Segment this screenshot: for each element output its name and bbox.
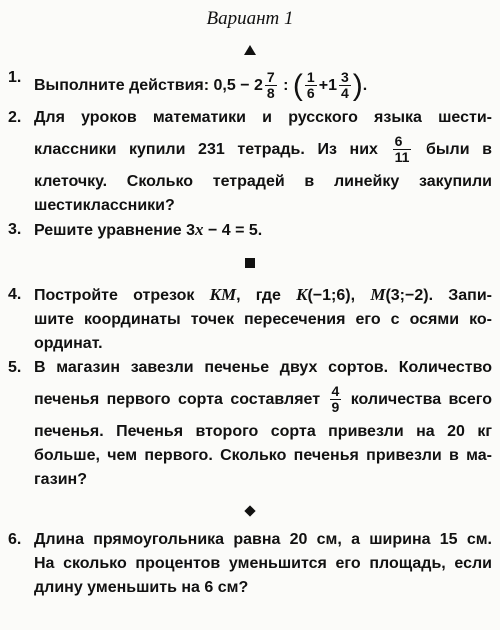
task-5-line-4: больше, чем первого. Сколько печенья привезли в ма- bbox=[34, 447, 492, 464]
task-number: 6. bbox=[8, 531, 22, 548]
task-number: 3. bbox=[8, 221, 22, 238]
task-4-line-3: ординат. bbox=[34, 335, 103, 352]
mixed-whole: 2 bbox=[253, 77, 263, 94]
variant-title: Вариант 1 bbox=[206, 8, 294, 29]
task-6-line-3: длину уменьшить на 6 см? bbox=[34, 579, 249, 596]
task-5-line-2: печенья первого сорта составляет $\frac{4}{9}$ количества всего bbox=[34, 383, 493, 416]
task-3: 3. Решите уравнение 3x − 4 = 5. bbox=[8, 218, 492, 243]
triangle-marker-icon bbox=[8, 40, 492, 62]
task-2-line-3: клеточку. Сколько тетрадей в линейку закупили bbox=[34, 173, 492, 190]
task-6 bbox=[8, 528, 492, 600]
task-number: 4. bbox=[8, 286, 22, 303]
fraction-6-11: $\frac{6}{11}$ bbox=[394, 133, 410, 166]
task-number: 1. bbox=[8, 69, 22, 86]
left-paren: ( bbox=[292, 68, 303, 102]
fraction-3-4: $\frac{3}{4}$ bbox=[340, 69, 349, 102]
fraction-7-8: $\frac{7}{8}$ bbox=[266, 69, 275, 102]
task-1: 1. Выполните действия: 0,5 − 2 $\frac{7}{8}$ : ( $\frac{1}{6}$ +1 $\frac{3}{4}$ ). bbox=[8, 66, 492, 106]
fraction-1-6: $\frac{1}{6}$ bbox=[306, 69, 315, 102]
worksheet bbox=[0, 8, 500, 630]
task-5-line-3: печенья. Печенья второго сорта привезли на 20 кг bbox=[34, 423, 492, 440]
task-4-line-2: шите координаты точек пересечения его с осями ко- bbox=[34, 311, 492, 328]
task-number: 5. bbox=[8, 359, 22, 376]
task-6-line-1: Длина прямоугольника равна 20 см, а ширина 15 см. bbox=[34, 531, 492, 548]
task-2-line-1: Для уроков математики и русского языка шести- bbox=[34, 109, 492, 126]
task-5-line-5: газин? bbox=[34, 471, 87, 488]
task-5-line-1: В магазин завезли печенье двух сортов. Количество bbox=[34, 359, 492, 376]
colon-sign: : bbox=[283, 77, 289, 94]
task-number: 2. bbox=[8, 109, 22, 126]
task-1-text: Выполните действия: 0,5 − bbox=[34, 77, 254, 94]
variable-x: x bbox=[195, 220, 204, 239]
diamond-marker-icon bbox=[8, 500, 492, 522]
task-6-line-2: На сколько процентов уменьшится его площадь, если bbox=[34, 555, 492, 572]
square-marker-icon bbox=[8, 253, 492, 275]
task-4 bbox=[8, 283, 492, 356]
task-2-line-2: классники купили 231 тетрадь. Из них $\frac{6}{11}$ были в bbox=[34, 133, 493, 166]
task-2-line-4: шестиклассники? bbox=[34, 197, 175, 214]
task-4-line-1: Постройте отрезок KM, где K(−1;6), M(3;−2). Запи- bbox=[34, 285, 493, 304]
plus-one: +1 bbox=[318, 77, 337, 94]
fraction-4-9: $\frac{4}{9}$ bbox=[331, 383, 340, 416]
task-5 bbox=[8, 356, 492, 492]
right-paren: ) bbox=[352, 68, 363, 102]
task-2 bbox=[8, 106, 492, 218]
